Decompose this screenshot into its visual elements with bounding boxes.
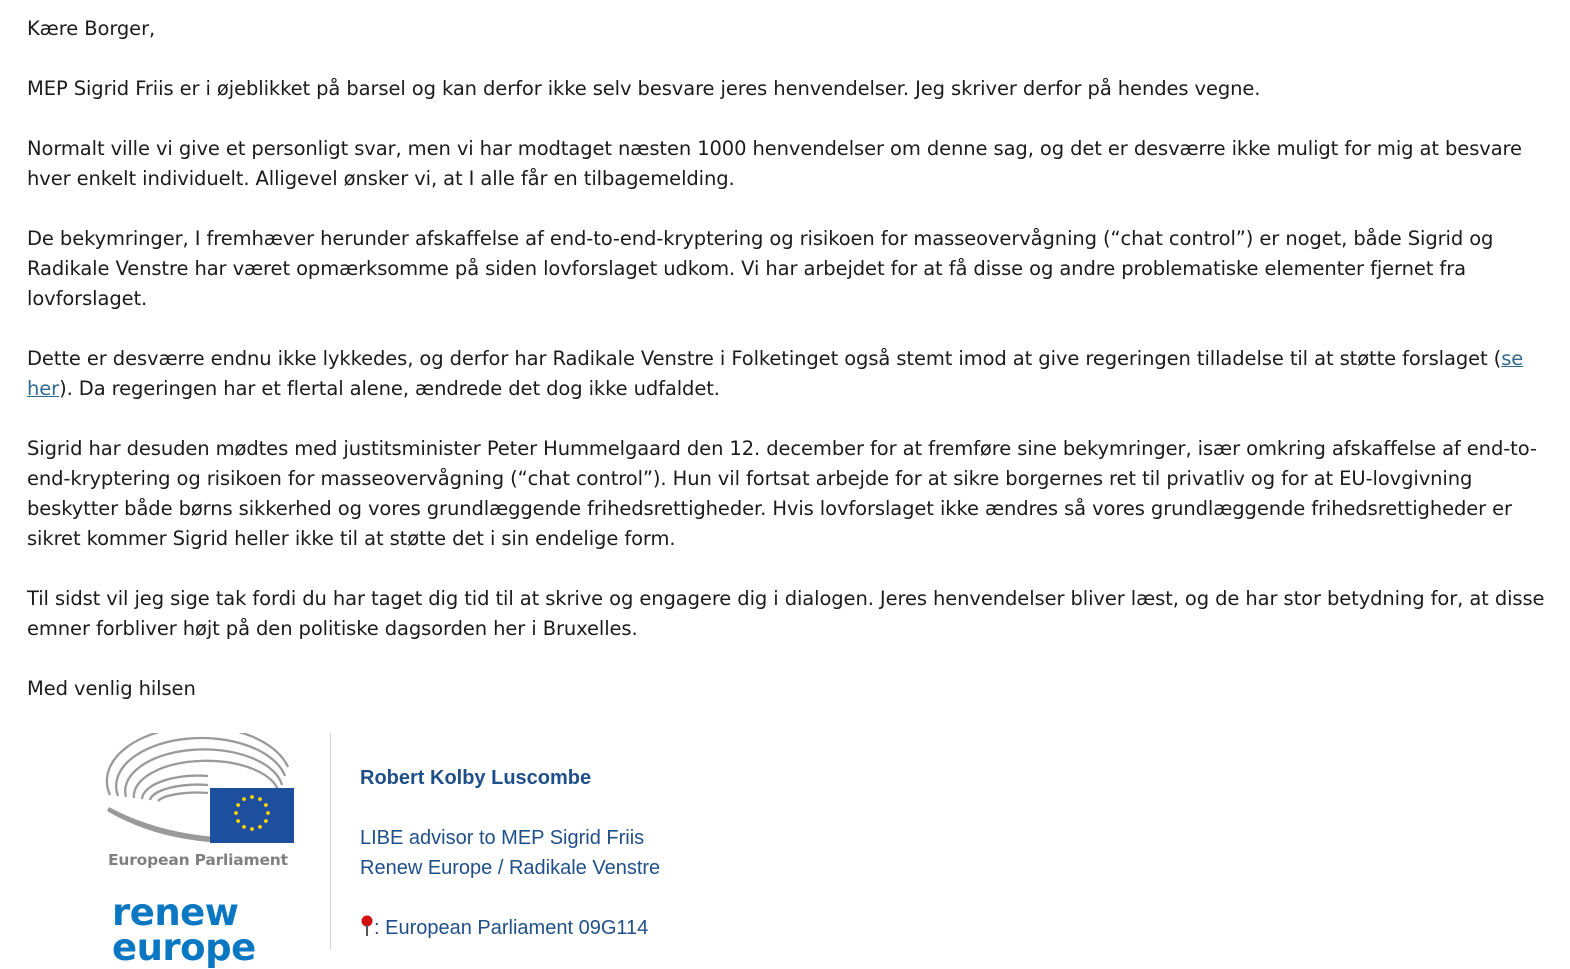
greeting: Kære Borger,	[27, 17, 156, 40]
email-signature	[105, 733, 805, 969]
signature-title: LIBE advisor to MEP Sigrid Friis	[360, 827, 645, 849]
email-body	[27, 14, 1567, 704]
se-her-link[interactable]: se her	[27, 347, 1524, 400]
paragraph-4-after: ). Da regeringen har et flertal alene, ændrede det dog ikke udfaldet.	[59, 377, 720, 400]
closing: Med venlig hilsen	[27, 677, 196, 700]
signature-location-prefix: :	[374, 917, 386, 939]
renew-logo-line1: renew	[112, 891, 239, 934]
paragraph-4	[27, 344, 1567, 404]
signature-divider	[330, 733, 331, 950]
european-parliament-logo	[105, 733, 305, 848]
renew-logo-line2: europe	[112, 926, 256, 969]
paragraph-2: Normalt ville vi give et personligt svar, men vi har modtaget næsten 1000 henvendelser om denne sag, og det er desværre ikke muligt for mig at besvare hver enkelt individuelt. Alligevel ønsker vi, at I alle får en tilbagemelding.	[27, 137, 1522, 190]
signature-group: Renew Europe / Radikale Venstre	[360, 857, 661, 879]
paragraph-6: Til sidst vil jeg sige tak fordi du har taget dig tid til at skrive og engagere dig i dialogen. Jeres henvendelser bliver læst, og de har stor betydning for, at disse emner forbliver højt på den politiske dagsorden her i Bruxelles.	[27, 587, 1545, 640]
signature-location-text: European Parliament 09G114	[385, 917, 649, 939]
pin-icon	[360, 915, 374, 937]
paragraph-3: De bekymringer, I fremhæver herunder afskaffelse af end-to-end-kryptering og risikoen for masseovervågning (“chat control”) er noget, både Sigrid og Radikale Venstre har været opmærksomme på siden lovforslaget udkom. Vi har arbejdet for at få disse og andre problematiske elementer fjernet fra lovforslaget.	[27, 227, 1494, 310]
european-parliament-caption: European Parliament	[108, 851, 288, 869]
paragraph-1: MEP Sigrid Friis er i øjeblikket på barsel og kan derfor ikke selv besvare jeres henvendelser. Jeg skriver derfor på hendes vegne.	[27, 77, 1261, 100]
signature-name: Robert Kolby Luscombe	[360, 767, 592, 789]
paragraph-5: Sigrid har desuden mødtes med justitsminister Peter Hummelgaard den 12. december for at fremføre sine bekymringer, især omkring afskaffelse af end-to-end-kryptering og risikoen for masseovervågning (“chat control”). Hun vil fortsat arbejde for at sikre borgernes ret til privatliv og for at EU-lovgivning beskytter både børns sikkerhed og vores grundlæggende frihedsrettigheder. Hvis lovforslaget ikke ændres så vores grundlæggende frihedsrettigheder er sikret kommer Sigrid heller ikke til at støtte det i sin endelige form.	[27, 437, 1537, 550]
paragraph-4-before: Dette er desværre endnu ikke lykkedes, og derfor har Radikale Venstre i Folketinget også stemt imod at give regeringen tilladelse til at støtte forslaget (	[27, 347, 1502, 370]
signature-location	[360, 913, 660, 943]
signature-info	[360, 763, 660, 943]
signature-logos	[105, 733, 305, 969]
